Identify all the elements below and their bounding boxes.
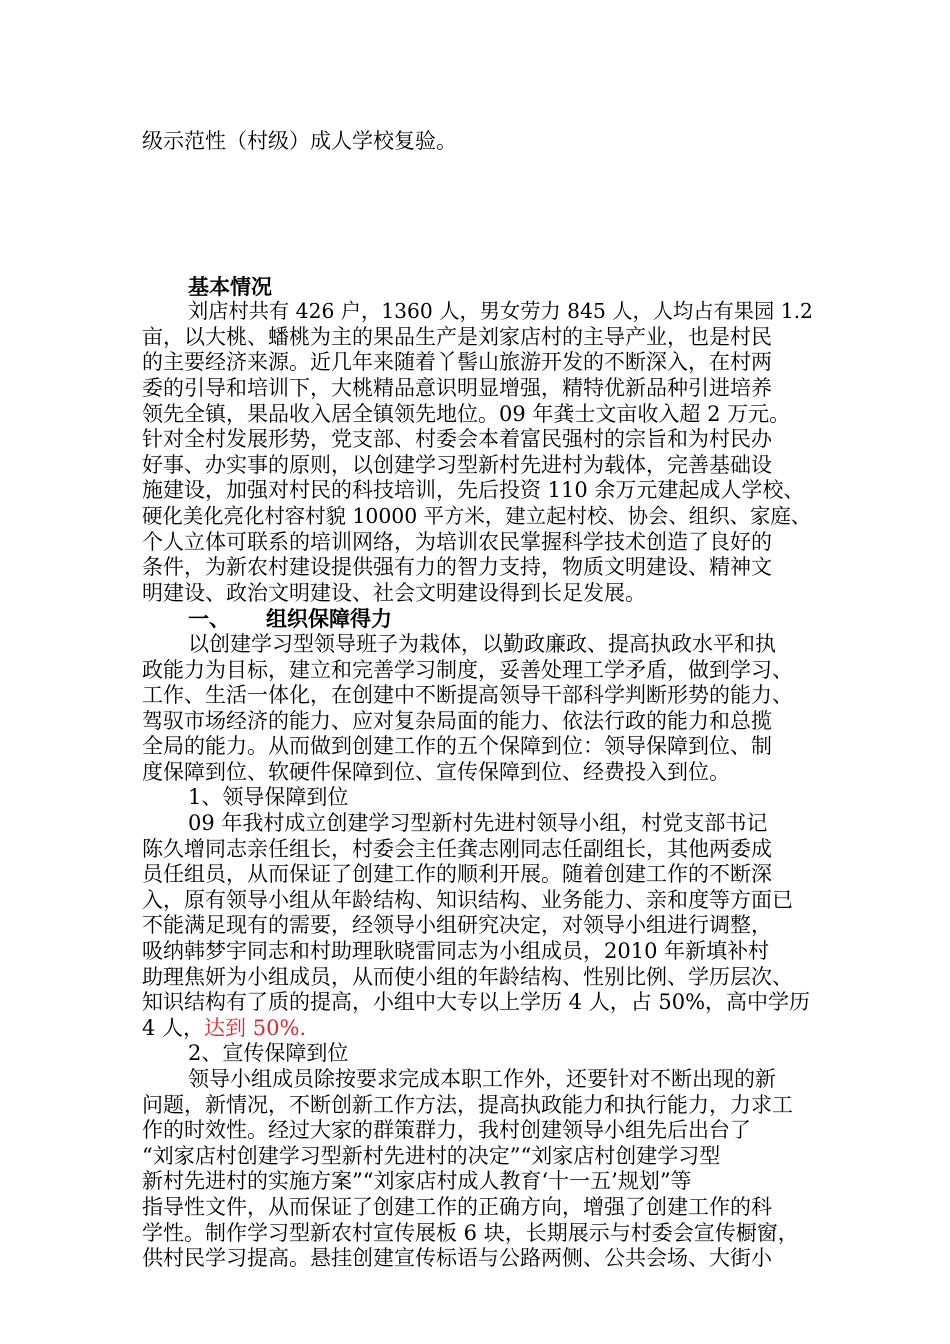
body-line: 以创建学习型领导班子为栽体，以勤政廉政、提高执政水平和执: [188, 631, 776, 656]
body-line-with-highlight: [142, 1016, 818, 1042]
body-line: 知识结构有了质的提高，小组中大专以上学历 4 人，占 50%，高中学历: [142, 990, 811, 1015]
body-line: 施建设，加强对村民的科技培训，先后投资 110 余万元建起成人学校、: [142, 478, 805, 503]
heading-text: 组织保障得力: [266, 606, 392, 632]
heading-number: 一、: [188, 606, 230, 632]
body-line: 吸纳韩梦宇同志和村助理耿晓雷同志为小组成员，2010 年新填补村: [142, 939, 770, 964]
body-line: 入，原有领导小组从年龄结构、知识结构、业务能力、亲和度等方面已: [142, 887, 793, 912]
paragraph-gap: [142, 155, 818, 274]
section-heading-basic-situation: 基本情况: [188, 273, 272, 299]
body-line: 助理焦妍为小组成员，从而使小组的年龄结构、性别比例、学历层次、: [142, 964, 793, 989]
subsection-heading-publicity: 2、宣传保障到位: [188, 1041, 349, 1066]
body-line: 明建设、政治文明建设、社会文明建设得到长足发展。: [142, 580, 646, 605]
body-line: 领导小组成员除按要求完成本职工作外，还要针对不断出现的新: [188, 1067, 776, 1091]
section-heading-organization: [142, 606, 818, 632]
body-line: 全局的能力。从而做到创建工作的五个保障到位：领导保障到位、制: [142, 734, 772, 759]
body-line: 的主要经济来源。近几年来随着丫髻山旅游开发的不断深入，在村两: [142, 350, 772, 375]
body-line: 供村民学习提高。悬挂创建宣传标语与公路两侧、公共会场、大街小: [142, 1246, 772, 1271]
body-line: 员任组员，从而保证了创建工作的顺利开展。随着创建工作的不断深: [142, 862, 772, 887]
body-line: 政能力为目标，建立和完善学习制度，妥善处理工学矛盾，做到学习、: [142, 657, 793, 682]
body-line: 不能满足现有的需要，经领导小组研究决定，对领导小组进行调整，: [142, 913, 772, 938]
body-line: 领先全镇，果品收入居全镇领先地位。09 年龚士文亩收入超 2 万元。: [142, 401, 791, 426]
body-line: 09 年我村成立创建学习型新村先进村领导小组，村党支部书记: [188, 811, 768, 836]
continuation-line: 级示范性（村级）成人学校复验。: [142, 129, 457, 153]
body-line: 好事、办实事的原则，以创建学习型新村先进村为载体，完善基础设: [142, 452, 772, 477]
body-line: “刘家店村创建学习型新村先进村的决定”“刘家店村创建学习型: [142, 1143, 721, 1168]
body-line: 驾驭市场经济的能力、应对复杂局面的能力、依法行政的能力和总揽: [142, 708, 772, 733]
body-line: 个人立体可联系的培训网络，为培训农民掌握科学技术创造了良好的: [142, 529, 772, 554]
body-line: 委的引导和培训下，大桃精品意识明显增强，精特优新品种引进培养: [142, 375, 772, 400]
body-line: 陈久增同志亲任组长，村委会主任龚志刚同志任副组长，其他两委成: [142, 836, 772, 861]
body-line: 学性。制作学习型新农村宣传展板 6 块，长期展示与村委会宣传橱窗，: [142, 1220, 799, 1245]
highlighted-text: 达到 50%.: [204, 1015, 307, 1040]
body-line: 问题，新情况，不断创新工作方法，提高执政能力和执行能力，力求工: [142, 1092, 793, 1117]
body-line: 刘店村共有 426 户，1360 人，男女劳力 845 人，人均占有果园 1.2: [188, 299, 813, 324]
body-line: 工作、生活一体化，在创建中不断提高领导干部科学判断形势的能力、: [142, 683, 793, 708]
body-line: 指导性文件，从而保证了创建工作的正确方向，增强了创建工作的科: [142, 1194, 772, 1219]
body-line: 度保障到位、软硬件保障到位、宣传保障到位、经费投入到位。: [142, 759, 730, 784]
body-line: 亩，以大桃、蟠桃为主的果品生产是刘家店村的主导产业，也是村民: [142, 324, 772, 349]
body-line: 针对全村发展形势，党支部、村委会本着富民强村的宗旨和为村民办: [142, 427, 772, 452]
body-line: 硬化美化亮化村容村貌 10000 平方米，建立起村校、协会、组织、家庭、: [142, 503, 812, 528]
subsection-heading-leadership: 1、领导保障到位: [188, 785, 349, 810]
body-line: 新村先进村的实施方案”“刘家店村成人教育‘十一五’规划”等: [142, 1169, 692, 1194]
body-line: 作的时效性。经过大家的群策群力，我村创建领导小组先后出台了: [142, 1118, 751, 1143]
body-line: 条件，为新农村建设提供强有力的智力支持，物质文明建设、精神文: [142, 555, 772, 580]
plain-text: 4 人，: [142, 1015, 205, 1040]
text-column: [142, 129, 818, 1272]
